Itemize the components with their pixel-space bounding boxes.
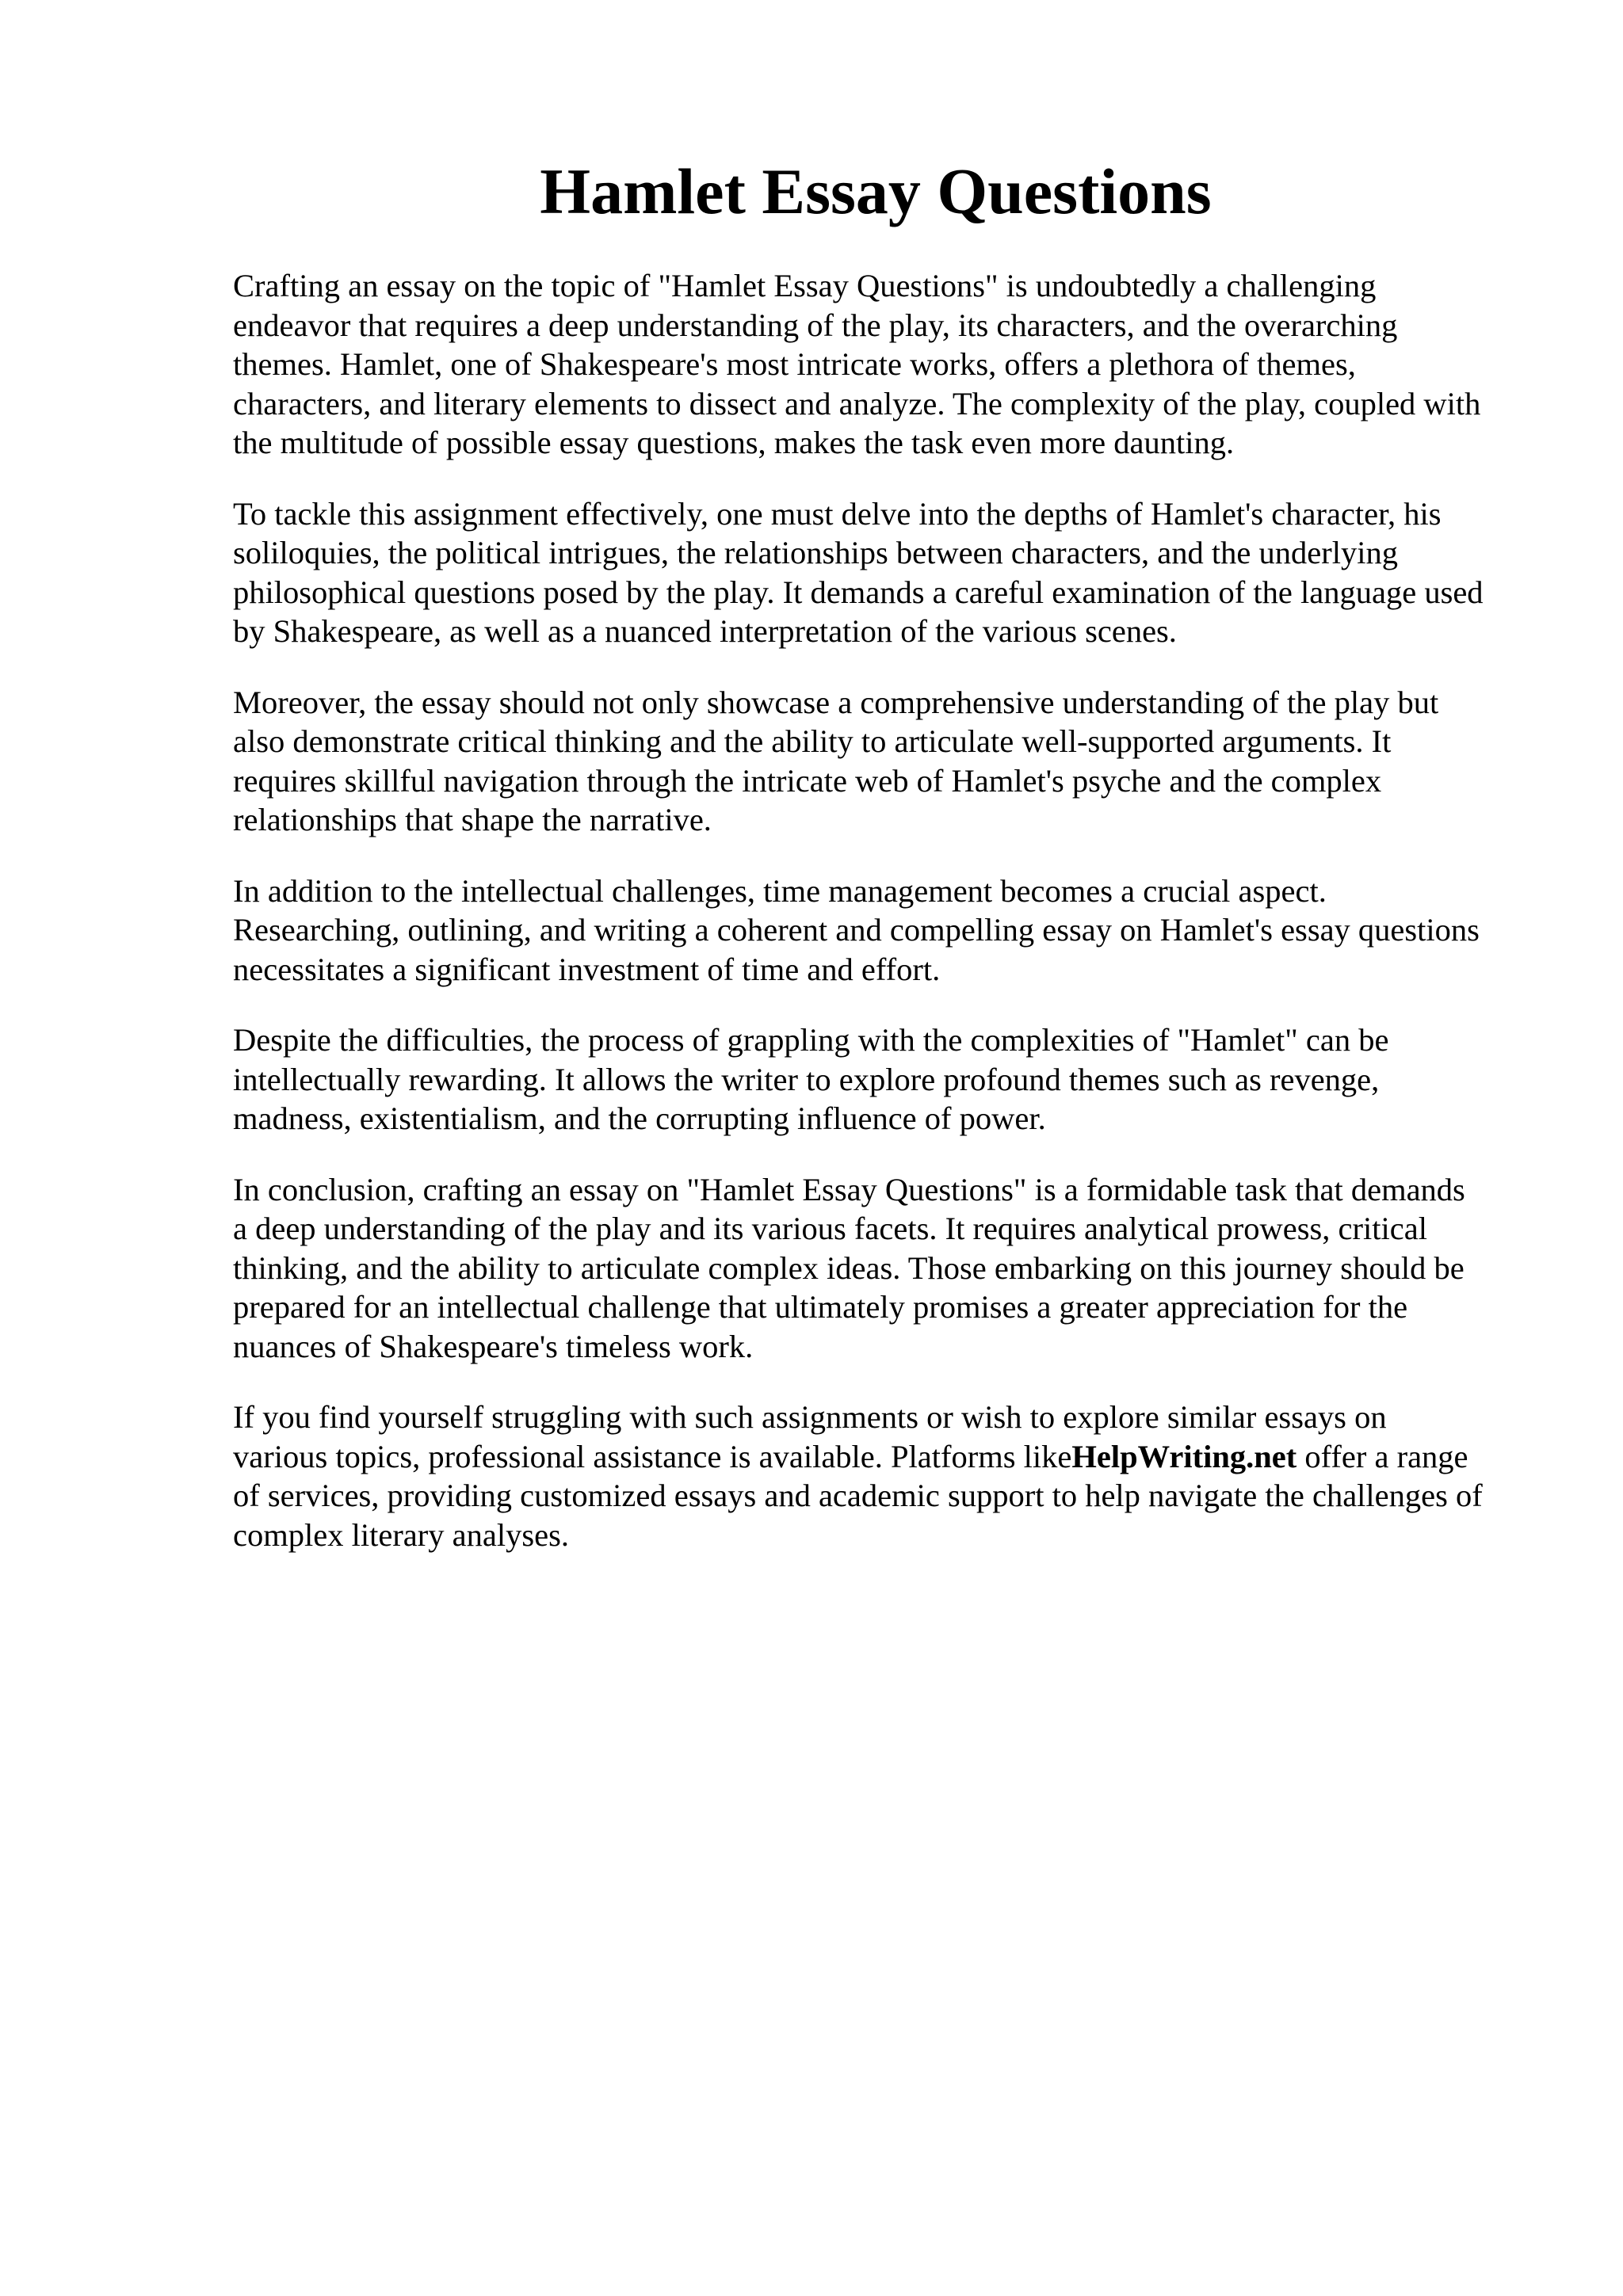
paragraph-3 xyxy=(233,683,1533,840)
text-line: philosophical questions posed by the play. It demands a careful examination of the language used xyxy=(233,574,1484,610)
text-line: necessitates a significant investment of time and effort. xyxy=(233,951,941,987)
text-line: Despite the difficulties, the process of grappling with the complexities of "Hamlet" can be xyxy=(233,1022,1389,1058)
text-line: To tackle this assignment effectively, one must delve into the depths of Hamlet's character, his xyxy=(233,495,1442,532)
text-line: In conclusion, crafting an essay on "Hamlet Essay Questions" is a formidable task that demands xyxy=(233,1171,1465,1207)
paragraph-2 xyxy=(233,494,1533,651)
text-line: complex literary analyses. xyxy=(233,1516,569,1553)
text-segment: offer a range xyxy=(1296,1438,1468,1474)
text-line: If you find yourself struggling with such assignments or wish to explore similar essays on xyxy=(233,1399,1387,1435)
paragraph-4 xyxy=(233,871,1533,990)
text-line: thinking, and the ability to articulate complex ideas. Those embarking on this journey should be xyxy=(233,1249,1465,1286)
text-line: nuances of Shakespeare's timeless work. xyxy=(233,1328,754,1364)
text-line: requires skillful navigation through the intricate web of Hamlet's psyche and the complex xyxy=(233,762,1382,799)
text-line: soliloquies, the political intrigues, the relationships between characters, and the underlying xyxy=(233,535,1398,570)
text-segment: various topics, professional assistance is available. Platforms like xyxy=(233,1438,1072,1474)
text-line: prepared for an intellectual challenge that ultimately promises a greater appreciation for the xyxy=(233,1289,1408,1325)
text-line: the multitude of possible essay questions, makes the task even more daunting. xyxy=(233,425,1235,460)
text-line: endeavor that requires a deep understanding of the play, its characters, and the overarching xyxy=(233,307,1398,343)
paragraph-6 xyxy=(233,1170,1533,1367)
brand-link[interactable]: HelpWriting.net xyxy=(1071,1438,1297,1474)
text-line: a deep understanding of the play and its various facets. It requires analytical prowess, critical xyxy=(233,1211,1427,1246)
text-line: Researching, outlining, and writing a coherent and compelling essay on Hamlet's essay questions xyxy=(233,912,1480,948)
paragraph-5 xyxy=(233,1020,1533,1138)
text-line xyxy=(233,1437,1533,1477)
text-line: Moreover, the essay should not only showcase a comprehensive understanding of the play but xyxy=(233,684,1439,720)
text-line: In addition to the intellectual challenges, time management becomes a crucial aspect. xyxy=(233,872,1327,909)
text-line: madness, existentialism, and the corrupting influence of power. xyxy=(233,1100,1046,1136)
text-line: characters, and literary elements to dissect and analyze. The complexity of the play, coupled with xyxy=(233,385,1481,421)
text-line: also demonstrate critical thinking and the ability to articulate well-supported arguments. It xyxy=(233,723,1392,759)
text-line: intellectually rewarding. It allows the writer to explore profound themes such as revenge, xyxy=(233,1061,1380,1097)
text-line: themes. Hamlet, one of Shakespeare's most intricate works, offers a plethora of themes, xyxy=(233,346,1356,382)
page-title: Hamlet Essay Questions xyxy=(540,155,1212,227)
paragraph-1 xyxy=(233,266,1533,463)
text-line: relationships that shape the narrative. xyxy=(233,802,712,837)
text-line: by Shakespeare, as well as a nuanced interpretation of the various scenes. xyxy=(233,613,1177,649)
essay-body xyxy=(233,266,1533,1586)
text-line: Crafting an essay on the topic of "Hamlet Essay Questions" is undoubtedly a challenging xyxy=(233,268,1377,303)
text-line: of services, providing customized essays and academic support to help navigate the challenges of xyxy=(233,1478,1483,1513)
closing-paragraph xyxy=(233,1398,1533,1554)
